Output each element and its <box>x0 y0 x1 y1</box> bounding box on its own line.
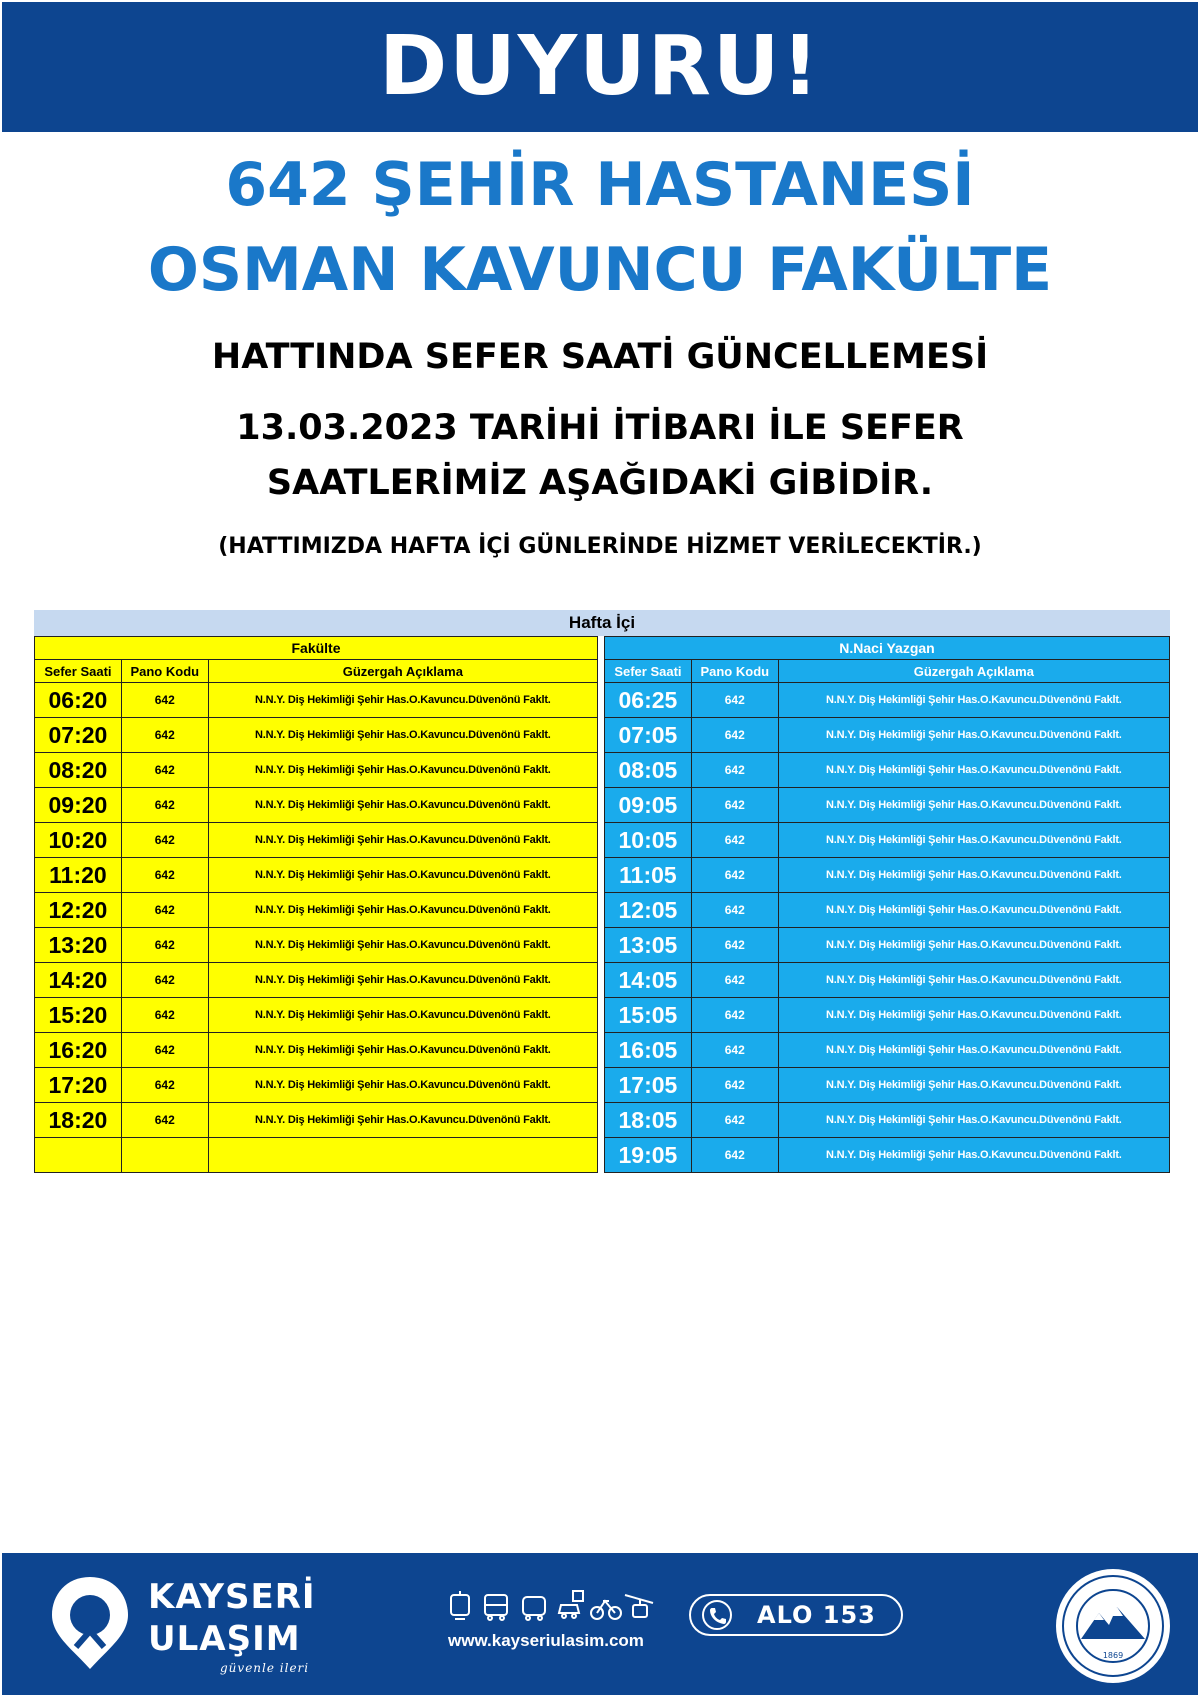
route-description <box>208 1138 597 1173</box>
schedule-row <box>605 718 1170 753</box>
departure-time: 09:05 <box>605 788 692 823</box>
pano-code: 642 <box>691 998 778 1033</box>
pano-code: 642 <box>691 1033 778 1068</box>
pano-code <box>121 1138 208 1173</box>
route-description: N.N.Y. Diş Hekimliği Şehir Has.O.Kavuncu.Düvenönü Faklt. <box>778 753 1169 788</box>
pano-code: 642 <box>121 1033 208 1068</box>
route-description: N.N.Y. Diş Hekimliği Şehir Has.O.Kavuncu.Düvenönü Faklt. <box>778 1033 1169 1068</box>
pano-code: 642 <box>121 788 208 823</box>
departure-time: 09:20 <box>35 788 122 823</box>
route-description: N.N.Y. Diş Hekimliği Şehir Has.O.Kavuncu.Düvenönü Faklt. <box>778 1103 1169 1138</box>
route-description: N.N.Y. Diş Hekimliği Şehir Has.O.Kavuncu.Düvenönü Faklt. <box>208 788 597 823</box>
schedule-row <box>35 788 598 823</box>
brand-line2: ULAŞIM <box>148 1619 301 1659</box>
schedule-row <box>605 1068 1170 1103</box>
route-description: N.N.Y. Diş Hekimliği Şehir Has.O.Kavuncu.Düvenönü Faklt. <box>208 998 597 1033</box>
footer-bar <box>2 1553 1198 1695</box>
col-header-time: Sefer Saati <box>35 660 122 683</box>
route-description: N.N.Y. Diş Hekimliği Şehir Has.O.Kavuncu.Düvenönü Faklt. <box>778 823 1169 858</box>
departure-time: 14:20 <box>35 963 122 998</box>
pano-code: 642 <box>121 893 208 928</box>
departure-time: 18:05 <box>605 1103 692 1138</box>
pano-code: 642 <box>691 893 778 928</box>
schedule-row <box>35 1138 598 1173</box>
departure-time: 16:05 <box>605 1033 692 1068</box>
brand-tagline: güvenle ileri <box>220 1661 310 1675</box>
pano-code: 642 <box>121 998 208 1033</box>
pano-code: 642 <box>691 928 778 963</box>
headline-route-line2: OSMAN KAVUNCU FAKÜLTE <box>147 235 1053 305</box>
hotline-badge[interactable] <box>689 1594 903 1636</box>
schedule-row <box>605 893 1170 928</box>
departure-time: 10:20 <box>35 823 122 858</box>
pano-code: 642 <box>121 753 208 788</box>
pano-code: 642 <box>121 823 208 858</box>
route-description: N.N.Y. Diş Hekimliği Şehir Has.O.Kavuncu.Düvenönü Faklt. <box>208 823 597 858</box>
col-header-code: Pano Kodu <box>121 660 208 683</box>
headline-update: HATTINDA SEFER SAATİ GÜNCELLEMESİ <box>211 337 989 377</box>
route-description: N.N.Y. Diş Hekimliği Şehir Has.O.Kavuncu.Düvenönü Faklt. <box>778 858 1169 893</box>
headline-date-line1: 13.03.2023 TARİHİ İTİBARI İLE SEFER <box>236 408 964 448</box>
schedule-row <box>605 963 1170 998</box>
announcement-title: DUYURU! <box>379 19 821 114</box>
schedule-row <box>605 928 1170 963</box>
departure-time: 17:20 <box>35 1068 122 1103</box>
departure-time: 15:05 <box>605 998 692 1033</box>
route-description: N.N.Y. Diş Hekimliği Şehir Has.O.Kavuncu.Düvenönü Faklt. <box>778 718 1169 753</box>
route-description: N.N.Y. Diş Hekimliği Şehir Has.O.Kavuncu.Düvenönü Faklt. <box>208 928 597 963</box>
schedule-row <box>35 858 598 893</box>
pano-code: 642 <box>121 1068 208 1103</box>
schedule-row <box>605 1138 1170 1173</box>
cable-car-icon <box>625 1595 653 1617</box>
route-description: N.N.Y. Diş Hekimliği Şehir Has.O.Kavuncu.Düvenönü Faklt. <box>208 893 597 928</box>
pano-code: 642 <box>691 1138 778 1173</box>
service-note: (HATTIMIZDA HAFTA İÇİ GÜNLERİNDE HİZMET VERİLECEKTİR.) <box>218 534 982 559</box>
departure-time: 19:05 <box>605 1138 692 1173</box>
departure-time: 18:20 <box>35 1103 122 1138</box>
departure-time: 07:20 <box>35 718 122 753</box>
schedule-row <box>605 1033 1170 1068</box>
schedule-row <box>605 683 1170 718</box>
departure-time: 11:20 <box>35 858 122 893</box>
schedule-row <box>35 683 598 718</box>
schedule-row <box>35 998 598 1033</box>
schedule-row <box>605 823 1170 858</box>
right-grid <box>604 636 1170 1173</box>
pano-code: 642 <box>691 683 778 718</box>
pano-code: 642 <box>691 858 778 893</box>
schedule-row <box>35 718 598 753</box>
route-description: N.N.Y. Diş Hekimliği Şehir Has.O.Kavuncu.Düvenönü Faklt. <box>208 753 597 788</box>
schedule-row <box>605 998 1170 1033</box>
departure-time: 13:05 <box>605 928 692 963</box>
parking-car-icon <box>559 1591 583 1618</box>
schedule-row <box>35 1103 598 1138</box>
pano-code: 642 <box>691 788 778 823</box>
departure-time: 07:05 <box>605 718 692 753</box>
schedule-row <box>605 858 1170 893</box>
route-description: N.N.Y. Diş Hekimliği Şehir Has.O.Kavuncu.Düvenönü Faklt. <box>778 788 1169 823</box>
schedule-row <box>605 1103 1170 1138</box>
left-grid <box>34 636 598 1173</box>
route-description: N.N.Y. Diş Hekimliği Şehir Has.O.Kavuncu.Düvenönü Faklt. <box>778 928 1169 963</box>
departure-time: 10:05 <box>605 823 692 858</box>
minibus-icon <box>523 1597 545 1620</box>
phone-icon <box>701 1599 733 1631</box>
route-description: N.N.Y. Diş Hekimliği Şehir Has.O.Kavuncu.Düvenönü Faklt. <box>778 1068 1169 1103</box>
pano-code: 642 <box>121 858 208 893</box>
left-section-title: Fakülte <box>35 637 598 660</box>
schedule-right-naci-yazgan <box>604 636 1170 1173</box>
route-description: N.N.Y. Diş Hekimliği Şehir Has.O.Kavuncu.Düvenönü Faklt. <box>778 893 1169 928</box>
announcement-header <box>2 2 1198 132</box>
website-link[interactable]: www.kayseriulasim.com <box>448 1631 644 1650</box>
col-header-desc: Güzergah Açıklama <box>208 660 597 683</box>
col-header-code: Pano Kodu <box>691 660 778 683</box>
municipality-seal <box>1054 1567 1172 1685</box>
departure-time: 06:25 <box>605 683 692 718</box>
schedule-row <box>605 788 1170 823</box>
schedule-row <box>35 1033 598 1068</box>
route-description: N.N.Y. Diş Hekimliği Şehir Has.O.Kavuncu.Düvenönü Faklt. <box>778 998 1169 1033</box>
bus-icon <box>485 1595 507 1620</box>
route-description: N.N.Y. Diş Hekimliği Şehir Has.O.Kavuncu.Düvenönü Faklt. <box>208 1068 597 1103</box>
kayseri-ulasim-logo-icon <box>46 1573 134 1673</box>
pano-code: 642 <box>121 963 208 998</box>
brand-line1: KAYSERİ <box>148 1577 316 1617</box>
hotline-number: ALO 153 <box>757 1601 876 1629</box>
schedule-left-fakulte <box>34 636 598 1173</box>
schedule-row <box>35 928 598 963</box>
pano-code: 642 <box>121 1103 208 1138</box>
bicycle-icon <box>591 1601 621 1619</box>
route-description: N.N.Y. Diş Hekimliği Şehir Has.O.Kavuncu.Düvenönü Faklt. <box>208 683 597 718</box>
departure-time: 14:05 <box>605 963 692 998</box>
schedule-row <box>35 893 598 928</box>
schedule-row <box>35 753 598 788</box>
schedule-row <box>605 753 1170 788</box>
schedule-row <box>35 1068 598 1103</box>
headline-date-line2: SAATLERİMİZ AŞAĞIDAKİ GİBİDİR. <box>266 463 934 503</box>
departure-time: 06:20 <box>35 683 122 718</box>
departure-time: 08:20 <box>35 753 122 788</box>
departure-time: 12:05 <box>605 893 692 928</box>
departure-time <box>35 1138 122 1173</box>
route-description: N.N.Y. Diş Hekimliği Şehir Has.O.Kavuncu.Düvenönü Faklt. <box>208 858 597 893</box>
pano-code: 642 <box>691 823 778 858</box>
tram-icon <box>451 1591 469 1619</box>
col-header-desc: Güzergah Açıklama <box>778 660 1169 683</box>
departure-time: 15:20 <box>35 998 122 1033</box>
route-description: N.N.Y. Diş Hekimliği Şehir Has.O.Kavuncu.Düvenönü Faklt. <box>208 718 597 753</box>
route-description: N.N.Y. Diş Hekimliği Şehir Has.O.Kavuncu.Düvenönü Faklt. <box>208 1103 597 1138</box>
pano-code: 642 <box>691 718 778 753</box>
schedule-row <box>35 963 598 998</box>
headline-route-line1: 642 ŞEHİR HASTANESİ <box>225 150 975 220</box>
route-description: N.N.Y. Diş Hekimliği Şehir Has.O.Kavuncu.Düvenönü Faklt. <box>208 1033 597 1068</box>
pano-code: 642 <box>691 1068 778 1103</box>
departure-time: 16:20 <box>35 1033 122 1068</box>
departure-time: 08:05 <box>605 753 692 788</box>
pano-code: 642 <box>691 1103 778 1138</box>
transport-icons <box>447 1589 657 1623</box>
route-description: N.N.Y. Diş Hekimliği Şehir Has.O.Kavuncu.Düvenönü Faklt. <box>778 963 1169 998</box>
pano-code: 642 <box>691 753 778 788</box>
schedule-row <box>35 823 598 858</box>
route-description: N.N.Y. Diş Hekimliği Şehir Has.O.Kavuncu.Düvenönü Faklt. <box>778 683 1169 718</box>
departure-time: 11:05 <box>605 858 692 893</box>
seal-year: 1869 <box>1102 1651 1124 1660</box>
departure-time: 17:05 <box>605 1068 692 1103</box>
departure-time: 12:20 <box>35 893 122 928</box>
col-header-time: Sefer Saati <box>605 660 692 683</box>
departure-time: 13:20 <box>35 928 122 963</box>
pano-code: 642 <box>691 963 778 998</box>
pano-code: 642 <box>121 683 208 718</box>
route-description: N.N.Y. Diş Hekimliği Şehir Has.O.Kavuncu.Düvenönü Faklt. <box>778 1138 1169 1173</box>
weekday-band: Hafta İçi <box>34 610 1170 636</box>
right-section-title: N.Naci Yazgan <box>605 637 1170 660</box>
pano-code: 642 <box>121 928 208 963</box>
route-description: N.N.Y. Diş Hekimliği Şehir Has.O.Kavuncu.Düvenönü Faklt. <box>208 963 597 998</box>
pano-code: 642 <box>121 718 208 753</box>
